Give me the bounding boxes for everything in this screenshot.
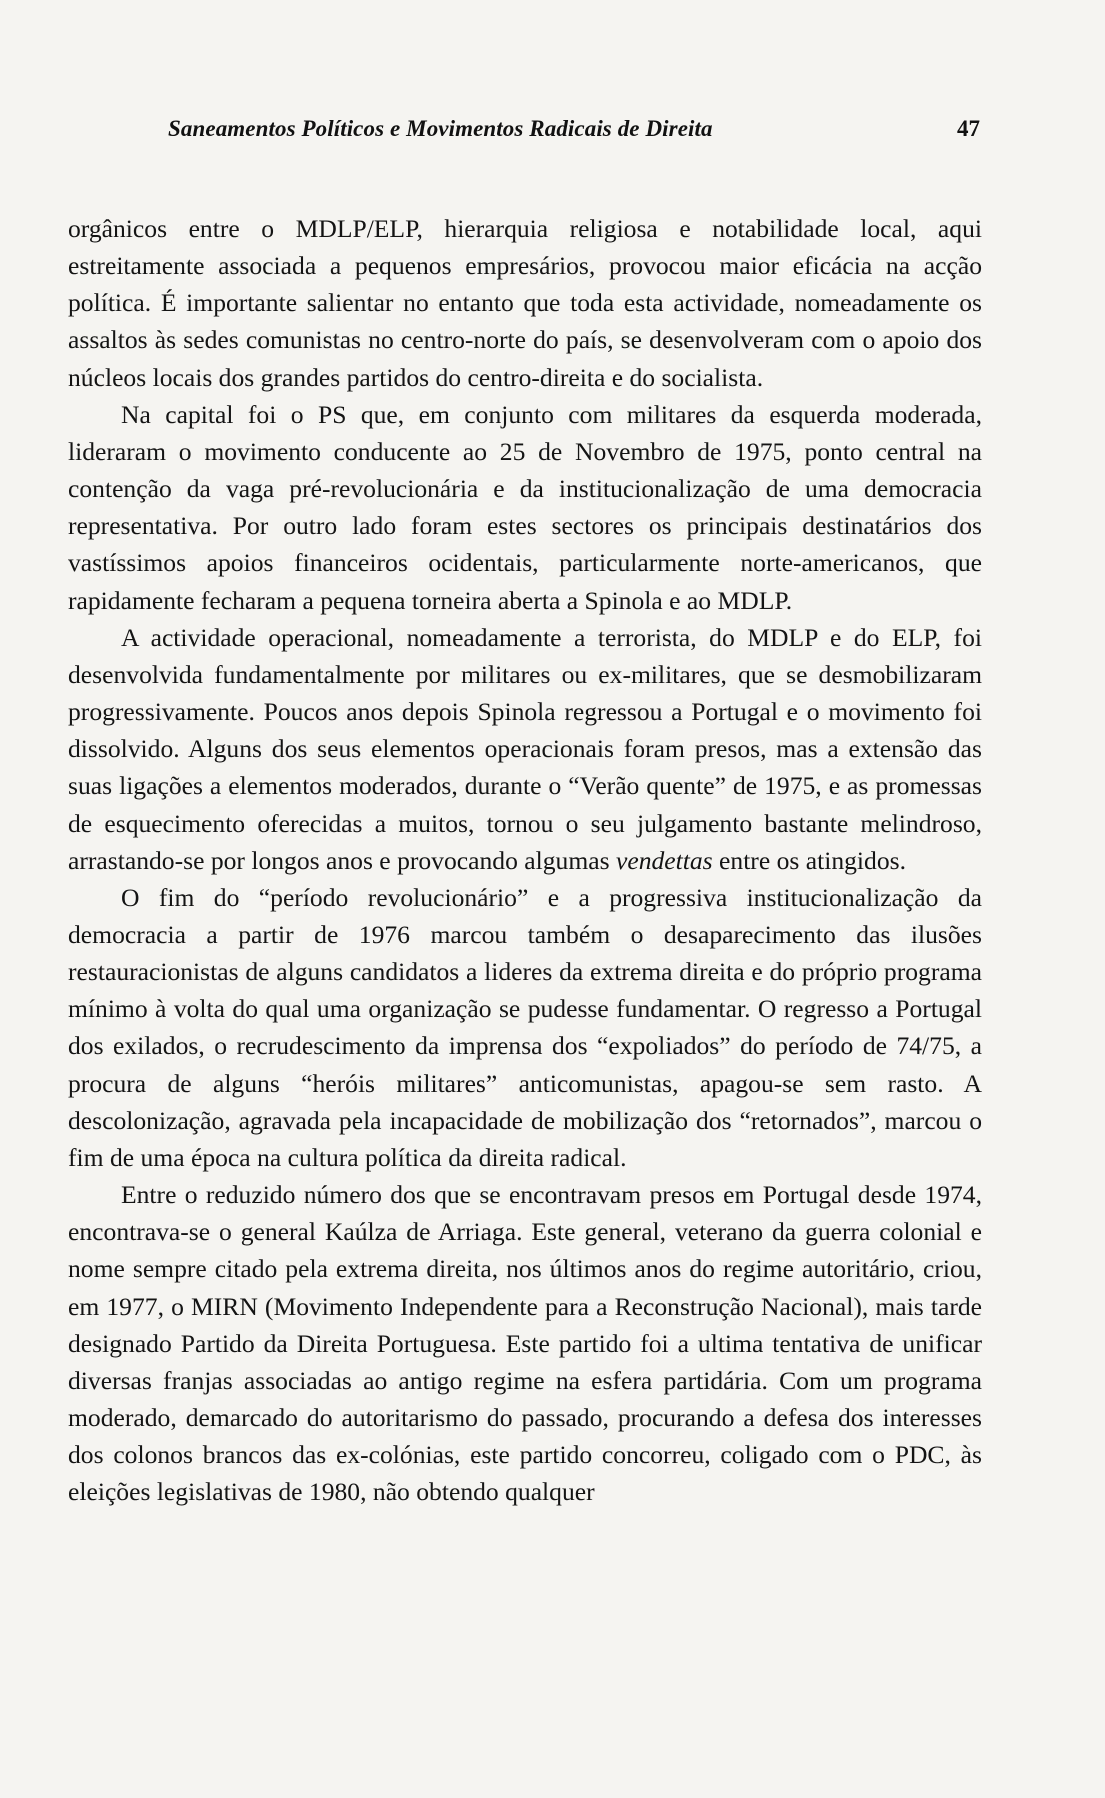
paragraph-3-text-before: A actividade operacional, nomeadamente a terrorista, do MDLP e do ELP, foi desenvolvida fundamentalmente por militares ou ex-militares, que se desmobilizaram progressivamente. Poucos anos depois Spinola regressou a Portugal e o movimento foi dissolvido. Alguns dos seus elementos operacionais foram presos, mas a extensão das suas ligações a elementos moderados, durante o “Verão quente” de 1975, e as promessas de esquecimento oferecidas a muitos, tornou o seu julgamento bastante melindroso, arrastando-se por longos anos e provocando algumas <box>68 622 982 875</box>
paragraph-5: Entre o reduzido número dos que se encontravam presos em Portugal desde 1974, encontrava-se o general Kaúlza de Arriaga. Este general, veterano da guerra colonial e nome sempre citado pela extrema direita, nos últimos anos do regime autoritário, criou, em 1977, o MIRN (Movimento Independente para a Reconstrução Nacional), mais tarde designado Partido da Direita Portuguesa. Este partido foi a ultima tentativa de unificar diversas franjas associadas ao antigo regime na esfera partidária. Com um programa moderado, demarcado do autoritarismo do passado, procurando a defesa dos interesses dos colonos brancos das ex-colónias, este partido concorreu, coligado com o PDC, às eleições legislativas de 1980, não obtendo qualquer <box>68 1180 982 1507</box>
running-title: Saneamentos Políticos e Movimentos Radicais de Direita <box>168 116 713 141</box>
paragraph-3-text-after: entre os atingidos. <box>712 845 906 875</box>
page-number: 47 <box>957 116 980 141</box>
running-head <box>168 116 982 152</box>
paragraph-1: orgânicos entre o MDLP/ELP, hierarquia religiosa e notabilidade local, aqui estreitamente associada a pequenos empresários, provocou maior eficácia na acção política. É importante salientar no entanto que toda esta actividade, nomeadamente os assaltos às sedes comunistas no centro-norte do país, se desenvolveram com o apoio dos núcleos locais dos grandes partidos do centro-direita e do socialista. <box>68 214 982 392</box>
paragraph-4: O fim do “período revolucionário” e a progressiva institucionalização da democracia a partir de 1976 marcou também o desaparecimento das ilusões restauracionistas de alguns candidatos a lideres da extrema direita e do próprio programa mínimo à volta do qual uma organização se pudesse fundamentar. O regresso a Portugal dos exilados, o recrudescimento da imprensa dos “expoliados” do período de 74/75, a procura de alguns “heróis militares” anticomunistas, apagou-se sem rasto. A descolonização, agravada pela incapacidade de mobilização dos “retornados”, marcou o fim de uma época na cultura política da direita radical. <box>68 882 982 1172</box>
italic-term: vendettas <box>615 845 713 875</box>
paragraph-2: Na capital foi o PS que, em conjunto com militares da esquerda moderada, lideraram o movimento conducente ao 25 de Novembro de 1975, ponto central na contenção da vaga pré-revolucionária e da institucionalização de uma democracia representativa. Por outro lado foram estes sectores os principais destinatários dos vastíssimos apoios financeiros ocidentais, particularmente norte-americanos, que rapidamente fecharam a pequena torneira aberta a Spinola e ao MDLP. <box>68 399 982 615</box>
body-text <box>68 210 982 1510</box>
paragraph-3 <box>68 619 982 879</box>
